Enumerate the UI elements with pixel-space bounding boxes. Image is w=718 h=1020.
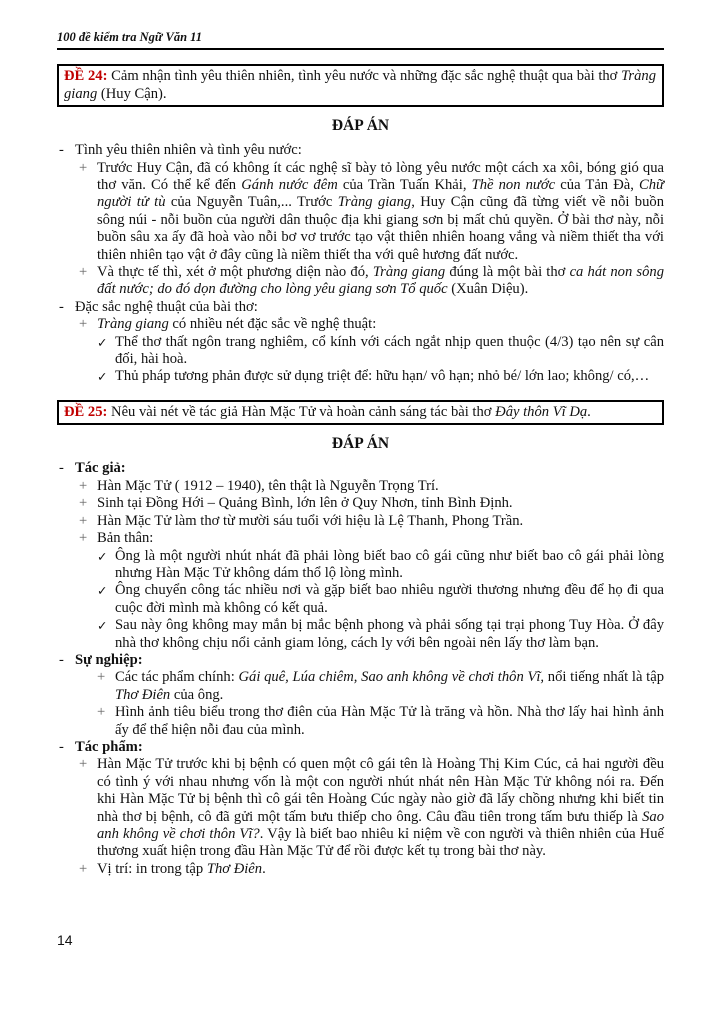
- list-item: [57, 669, 664, 704]
- italic-text: Chữ người tử tù: [97, 177, 665, 211]
- bold-text: Sự nghiệp:: [75, 651, 143, 668]
- text-run: Trước Huy Cận, đã có không ít các nghệ sĩ bày tỏ lòng yêu nước một cách xa xôi, bóng gió qua thơ văn. Có thể kể đến: [97, 159, 664, 193]
- list-item: [57, 861, 664, 878]
- plus-bullet-icon: +: [79, 756, 88, 773]
- text-run: Sau này ông không may mắn bị mắc bệnh phong và phải sống tại trại phong Tuy Hòa. Ở đây nhà thơ không chịu nổi cảnh giam lỏng, cách ly với bên ngoài nên lấy thơ làm bạn.: [115, 617, 664, 651]
- text-run: Vị trí: in trong tập: [97, 860, 207, 877]
- italic-text: Tràng giang: [64, 68, 656, 102]
- list-item: [57, 530, 664, 547]
- plus-bullet-icon: +: [79, 264, 88, 281]
- list-item: [57, 739, 664, 756]
- plus-bullet-icon: +: [79, 316, 88, 333]
- text-run: Hàn Mặc Tử trước khi bị bệnh có quen một cô gái tên là Hoàng Thị Kim Cúc, cả hai người đều có tình ý với nhau nhưng vốn là một con người nhút nhát nên Hàn Mặc Tử không nói ra. Đến khi Hàn Mặc Tử bị bệnh thì cô gái tên Hoàng Cúc ngày nào giờ đã lấy chồng nhưng khi biết tin nhà thơ bị bệnh, cô đã gửi một tấm bưu thiếp cho ông. Câu đầu tiên trong tấm bưu thiếp là: [97, 756, 664, 825]
- answer-heading: ĐÁP ÁN: [331, 117, 390, 135]
- checkmark-icon: ✓: [97, 618, 108, 634]
- checkmark-icon: ✓: [97, 583, 108, 599]
- italic-text: ca hát non sông đất nước; do đó dọn đường cho lòng yêu giang sơn Tổ quốc: [97, 264, 664, 298]
- italic-text: Gánh nước đêm: [241, 177, 338, 193]
- list-item: [57, 142, 664, 159]
- plus-bullet-icon: +: [97, 704, 106, 721]
- question-label: ĐỀ 24:: [64, 68, 108, 84]
- dash-bullet-icon: -: [59, 738, 64, 755]
- text-run: của Trần Tuấn Khải,: [337, 177, 472, 193]
- plus-bullet-icon: +: [79, 477, 88, 494]
- text-run: Đặc sắc nghệ thuật của bài thơ:: [75, 298, 258, 315]
- text-run: có nhiều nét đặc sắc về nghệ thuật:: [168, 316, 377, 333]
- list-item: [57, 316, 664, 333]
- list-item: [57, 756, 664, 860]
- text-run: Bản thân:: [97, 530, 154, 547]
- italic-text: Thề non nước: [471, 177, 556, 193]
- italic-text: Sao anh không về chơi thôn Vĩ?: [97, 808, 664, 842]
- text-run: của Nguyễn Tuân,... Trước: [165, 194, 338, 211]
- italic-text: Gái quê, Lúa chiêm, Sao anh không về chơi thôn Vĩ,: [238, 669, 545, 686]
- list-item: [57, 368, 664, 385]
- italic-text: Tràng giang: [337, 194, 412, 211]
- text-run: Hàn Mặc Tử ( 1912 – 1940), tên thật là Nguyễn Trọng Trí.: [97, 477, 439, 494]
- text-run: (Huy Cận).: [97, 85, 167, 102]
- list-item: [57, 299, 664, 316]
- text-run: Sinh tại Đồng Hới – Quảng Bình, lớn lên ở Quy Nhơn, tỉnh Bình Định.: [97, 495, 513, 512]
- document-page: [57, 30, 664, 878]
- plus-bullet-icon: +: [79, 860, 88, 877]
- dash-bullet-icon: -: [59, 142, 64, 159]
- text-run: Và thực tế thì, xét ở một phương diện nào đó,: [97, 264, 373, 281]
- text-run: Cảm nhận tình yêu thiên nhiên, tình yêu nước và những đặc sắc nghệ thuật qua bài thơ: [107, 68, 622, 84]
- text-run: Hàn Mặc Tử làm thơ từ mười sáu tuổi với hiệu là Lệ Thanh, Phong Trần.: [97, 512, 524, 529]
- dash-bullet-icon: -: [59, 298, 64, 315]
- list-item: [57, 495, 664, 512]
- bold-text: Tác giả:: [75, 460, 126, 477]
- page-content: [57, 64, 664, 878]
- italic-text: Tràng giang: [97, 316, 169, 333]
- text-run: của Tản Đà,: [555, 177, 640, 193]
- text-run: , Huy Cận cũng đã từng viết về nỗi buồn sông núi - nỗi buồn của người dân thuộc địa khi giang sơn bị mất chủ quyền. Ở bài thơ này, nỗi buồn sâu xa ấy đã hoà vào nỗi bơ vơ trước tạo vật thiên nhiên hoang vắng và niềm thiết tha với thiên nhiên tạo vật ở đây cũng là niềm thiết tha với quê hương đất nước.: [97, 194, 664, 263]
- text-run: .: [587, 403, 591, 420]
- list-item: [57, 160, 664, 264]
- running-header: 100 đề kiểm tra Ngữ Văn 11: [57, 30, 664, 50]
- list-item: [57, 582, 664, 617]
- text-run: Thủ pháp tương phản được sử dụng triệt để: hữu hạn/ vô hạn; nhỏ bé/ lớn lao; không/ có,…: [115, 368, 650, 385]
- checkmark-icon: ✓: [97, 548, 108, 564]
- page-number: 14: [57, 932, 73, 948]
- text-run: Nêu vài nét về tác giả Hàn Mặc Tử và hoàn cảnh sáng tác bài thơ: [107, 403, 496, 420]
- text-run: đúng là một bài thơ: [445, 264, 570, 281]
- text-run: của ông.: [170, 686, 224, 703]
- checkmark-icon: ✓: [97, 369, 108, 385]
- text-run: . Vậy là biết bao nhiêu kỉ niệm về con người và thiên nhiên của Huế thương xuất hiện trong đầu Hàn Mặc Tử để rồi được kết tụ trong bài thơ này.: [97, 826, 664, 860]
- text-run: .: [262, 860, 266, 877]
- list-item: [57, 478, 664, 495]
- text-run: nổi tiếng nhất là tập: [544, 669, 664, 686]
- answer-heading: ĐÁP ÁN: [331, 435, 390, 453]
- list-item: [57, 617, 664, 652]
- plus-bullet-icon: +: [79, 512, 88, 529]
- text-run: Ông là một người nhút nhát đã phải lòng biết bao cô gái cũng như biết bao cô gái phải lòng nhưng Hàn Mặc Tử không dám thổ lộ lòng mình.: [115, 547, 664, 581]
- text-run: Hình ảnh tiêu biểu trong thơ điên của Hàn Mặc Tử là trăng và hồn. Nhà thơ lấy hai hình ảnh ấy để thể hiện nỗi đau của mình.: [115, 704, 664, 738]
- italic-text: Đây thôn Vĩ Dạ: [495, 403, 588, 420]
- text-run: Các tác phẩm chính:: [115, 669, 239, 686]
- text-run: (Xuân Diệu).: [447, 281, 529, 298]
- list-item: [57, 334, 664, 369]
- plus-bullet-icon: +: [79, 159, 88, 176]
- list-item: [57, 652, 664, 669]
- plus-bullet-icon: +: [79, 530, 88, 547]
- italic-text: Tràng giang: [372, 264, 446, 281]
- text-run: Ông chuyển công tác nhiều nơi và gặp biết bao nhiêu người thương nhưng đều để họ đi qua cuộc đời mình mà không có kết quả.: [115, 582, 664, 616]
- question-label: ĐỀ 25:: [64, 403, 108, 420]
- plus-bullet-icon: +: [97, 669, 106, 686]
- text-run: Tình yêu thiên nhiên và tình yêu nước:: [75, 142, 302, 159]
- text-run: Thể thơ thất ngôn trang nghiêm, cổ kính với cách ngắt nhịp quen thuộc (4/3) tạo nên sự cân đối, hài hoà.: [115, 333, 664, 368]
- list-item: [57, 513, 664, 530]
- question-box: [57, 400, 664, 426]
- question-box: [57, 64, 664, 107]
- bold-text: Tác phẩm:: [75, 738, 143, 755]
- list-item: [57, 548, 664, 583]
- plus-bullet-icon: +: [79, 495, 88, 512]
- list-item: [57, 704, 664, 739]
- dash-bullet-icon: -: [59, 460, 64, 477]
- italic-text: Thơ Điên: [206, 860, 263, 877]
- list-item: [57, 460, 664, 477]
- italic-text: Thơ Điên: [115, 686, 171, 703]
- dash-bullet-icon: -: [59, 651, 64, 668]
- checkmark-icon: ✓: [97, 334, 108, 350]
- list-item: [57, 264, 664, 299]
